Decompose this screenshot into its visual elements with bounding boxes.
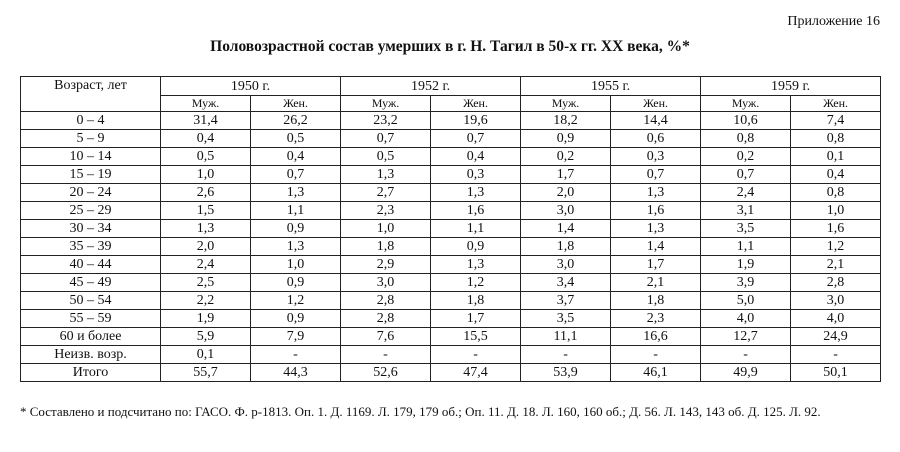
value-cell: 1,3 xyxy=(611,220,701,238)
age-group-cell: 15 – 19 xyxy=(21,166,161,184)
table-row xyxy=(21,166,881,184)
value-cell: 0,7 xyxy=(341,130,431,148)
value-cell: 49,9 xyxy=(701,364,791,382)
age-group-cell: 50 – 54 xyxy=(21,292,161,310)
value-cell: 11,1 xyxy=(521,328,611,346)
value-cell: - xyxy=(791,346,881,364)
value-cell: 1,0 xyxy=(161,166,251,184)
sex-header-female: Жен. xyxy=(791,96,881,112)
table-title: Половозрастной состав умерших в г. Н. Тагил в 50-х гг. XX века, %* xyxy=(210,38,690,55)
value-cell: 24,9 xyxy=(791,328,881,346)
value-cell: 0,9 xyxy=(251,220,341,238)
value-cell: 4,0 xyxy=(701,310,791,328)
value-cell: 7,4 xyxy=(791,112,881,130)
table-row xyxy=(21,274,881,292)
appendix-label: Приложение 16 xyxy=(787,14,880,29)
value-cell: 0,7 xyxy=(431,130,521,148)
value-cell: 0,2 xyxy=(521,148,611,166)
value-cell: 3,0 xyxy=(341,274,431,292)
value-cell: 1,6 xyxy=(791,220,881,238)
value-cell: 1,1 xyxy=(431,220,521,238)
value-cell: 55,7 xyxy=(161,364,251,382)
age-group-cell: 45 – 49 xyxy=(21,274,161,292)
value-cell: - xyxy=(521,346,611,364)
value-cell: 2,0 xyxy=(161,238,251,256)
value-cell: 0,9 xyxy=(521,130,611,148)
value-cell: 1,3 xyxy=(341,166,431,184)
value-cell: 1,7 xyxy=(611,256,701,274)
value-cell: 10,6 xyxy=(701,112,791,130)
value-cell: 0,6 xyxy=(611,130,701,148)
age-group-cell: 25 – 29 xyxy=(21,202,161,220)
value-cell: 1,2 xyxy=(251,292,341,310)
sex-header-female: Жен. xyxy=(431,96,521,112)
age-group-cell: 10 – 14 xyxy=(21,148,161,166)
value-cell: 1,5 xyxy=(161,202,251,220)
value-cell: 5,0 xyxy=(701,292,791,310)
value-cell: 23,2 xyxy=(341,112,431,130)
value-cell: 1,2 xyxy=(791,238,881,256)
value-cell: 3,5 xyxy=(521,310,611,328)
value-cell: 2,1 xyxy=(791,256,881,274)
value-cell: 7,6 xyxy=(341,328,431,346)
value-cell: 0,5 xyxy=(161,148,251,166)
value-cell: 1,9 xyxy=(701,256,791,274)
value-cell: 5,9 xyxy=(161,328,251,346)
value-cell: 2,7 xyxy=(341,184,431,202)
value-cell: 0,9 xyxy=(251,274,341,292)
value-cell: 1,6 xyxy=(611,202,701,220)
value-cell: 1,0 xyxy=(341,220,431,238)
value-cell: 3,4 xyxy=(521,274,611,292)
value-cell: 2,6 xyxy=(161,184,251,202)
value-cell: 3,5 xyxy=(701,220,791,238)
value-cell: - xyxy=(701,346,791,364)
value-cell: 1,7 xyxy=(431,310,521,328)
value-cell: 0,7 xyxy=(701,166,791,184)
value-cell: 1,8 xyxy=(521,238,611,256)
value-cell: 1,7 xyxy=(521,166,611,184)
value-cell: 0,9 xyxy=(431,238,521,256)
value-cell: 1,8 xyxy=(431,292,521,310)
value-cell: 1,2 xyxy=(431,274,521,292)
year-header-1952: 1952 г. xyxy=(341,77,521,96)
value-cell: 50,1 xyxy=(791,364,881,382)
table-row xyxy=(21,130,881,148)
value-cell: 2,3 xyxy=(611,310,701,328)
value-cell: 7,9 xyxy=(251,328,341,346)
table-row xyxy=(21,238,881,256)
value-cell: 0,1 xyxy=(161,346,251,364)
value-cell: - xyxy=(341,346,431,364)
value-cell: 15,5 xyxy=(431,328,521,346)
year-header-row xyxy=(21,77,881,96)
age-group-cell: Итого xyxy=(21,364,161,382)
value-cell: 3,1 xyxy=(701,202,791,220)
value-cell: 1,3 xyxy=(251,184,341,202)
table-row xyxy=(21,112,881,130)
value-cell: 47,4 xyxy=(431,364,521,382)
value-cell: - xyxy=(611,346,701,364)
age-group-cell: 35 – 39 xyxy=(21,238,161,256)
value-cell: 1,4 xyxy=(611,238,701,256)
value-cell: 0,8 xyxy=(701,130,791,148)
value-cell: 44,3 xyxy=(251,364,341,382)
source-footnote: * Составлено и подсчитано по: ГАСО. Ф. р-1813. Оп. 1. Д. 1169. Л. 179, 179 об.; Оп. 11. Д. 18. Л. 160, 160 об.; Д. 56. Л. 143, 143 об. Д. 125. Л. 92. xyxy=(20,404,821,419)
table-row xyxy=(21,364,881,382)
value-cell: 1,3 xyxy=(431,256,521,274)
value-cell: 1,3 xyxy=(161,220,251,238)
table-row xyxy=(21,256,881,274)
table-row xyxy=(21,292,881,310)
age-group-cell: 5 – 9 xyxy=(21,130,161,148)
sex-header-female: Жен. xyxy=(611,96,701,112)
value-cell: 3,0 xyxy=(521,202,611,220)
table-row xyxy=(21,328,881,346)
year-header-1955: 1955 г. xyxy=(521,77,701,96)
value-cell: 0,4 xyxy=(161,130,251,148)
age-group-cell: 60 и более xyxy=(21,328,161,346)
sex-header-female: Жен. xyxy=(251,96,341,112)
value-cell: 0,2 xyxy=(701,148,791,166)
value-cell: 2,8 xyxy=(341,292,431,310)
table-row xyxy=(21,346,881,364)
age-group-cell: 40 – 44 xyxy=(21,256,161,274)
table-row xyxy=(21,184,881,202)
year-header-1950: 1950 г. xyxy=(161,77,341,96)
value-cell: 1,8 xyxy=(341,238,431,256)
value-cell: 1,6 xyxy=(431,202,521,220)
year-header-1959: 1959 г. xyxy=(701,77,881,96)
value-cell: 18,2 xyxy=(521,112,611,130)
value-cell: 0,8 xyxy=(791,184,881,202)
age-group-cell: 30 – 34 xyxy=(21,220,161,238)
value-cell: 1,3 xyxy=(611,184,701,202)
value-cell: 0,5 xyxy=(251,130,341,148)
value-cell: 19,6 xyxy=(431,112,521,130)
value-cell: 1,4 xyxy=(521,220,611,238)
value-cell: 0,7 xyxy=(251,166,341,184)
value-cell: 2,1 xyxy=(611,274,701,292)
age-group-cell: Неизв. возр. xyxy=(21,346,161,364)
mortality-table xyxy=(20,76,881,382)
value-cell: 0,8 xyxy=(791,130,881,148)
value-cell: 2,4 xyxy=(701,184,791,202)
table-row xyxy=(21,202,881,220)
sex-header-male: Муж. xyxy=(701,96,791,112)
age-header: Возраст, лет xyxy=(21,77,161,112)
value-cell: 3,9 xyxy=(701,274,791,292)
value-cell: 1,3 xyxy=(251,238,341,256)
value-cell: 0,4 xyxy=(251,148,341,166)
sex-header-male: Муж. xyxy=(521,96,611,112)
value-cell: 2,4 xyxy=(161,256,251,274)
value-cell: 1,0 xyxy=(791,202,881,220)
value-cell: 14,4 xyxy=(611,112,701,130)
value-cell: 31,4 xyxy=(161,112,251,130)
value-cell: 0,4 xyxy=(791,166,881,184)
age-group-cell: 55 – 59 xyxy=(21,310,161,328)
value-cell: 1,1 xyxy=(701,238,791,256)
value-cell: 1,3 xyxy=(431,184,521,202)
value-cell: 2,2 xyxy=(161,292,251,310)
sex-header-male: Муж. xyxy=(161,96,251,112)
value-cell: 2,0 xyxy=(521,184,611,202)
table-row xyxy=(21,148,881,166)
value-cell: 52,6 xyxy=(341,364,431,382)
value-cell: 16,6 xyxy=(611,328,701,346)
value-cell: 26,2 xyxy=(251,112,341,130)
value-cell: 2,9 xyxy=(341,256,431,274)
value-cell: 46,1 xyxy=(611,364,701,382)
value-cell: 53,9 xyxy=(521,364,611,382)
value-cell: 0,7 xyxy=(611,166,701,184)
value-cell: - xyxy=(431,346,521,364)
value-cell: 0,9 xyxy=(251,310,341,328)
value-cell: 1,0 xyxy=(251,256,341,274)
value-cell: 0,1 xyxy=(791,148,881,166)
value-cell: 3,7 xyxy=(521,292,611,310)
value-cell: 0,4 xyxy=(431,148,521,166)
value-cell: 1,9 xyxy=(161,310,251,328)
value-cell: 3,0 xyxy=(791,292,881,310)
table-row xyxy=(21,220,881,238)
value-cell: 2,5 xyxy=(161,274,251,292)
table-row xyxy=(21,310,881,328)
value-cell: 4,0 xyxy=(791,310,881,328)
age-group-cell: 0 – 4 xyxy=(21,112,161,130)
age-group-cell: 20 – 24 xyxy=(21,184,161,202)
value-cell: 0,5 xyxy=(341,148,431,166)
value-cell: - xyxy=(251,346,341,364)
value-cell: 12,7 xyxy=(701,328,791,346)
value-cell: 1,1 xyxy=(251,202,341,220)
value-cell: 0,3 xyxy=(431,166,521,184)
value-cell: 2,8 xyxy=(791,274,881,292)
value-cell: 2,3 xyxy=(341,202,431,220)
value-cell: 3,0 xyxy=(521,256,611,274)
value-cell: 2,8 xyxy=(341,310,431,328)
sex-header-male: Муж. xyxy=(341,96,431,112)
value-cell: 0,3 xyxy=(611,148,701,166)
value-cell: 1,8 xyxy=(611,292,701,310)
